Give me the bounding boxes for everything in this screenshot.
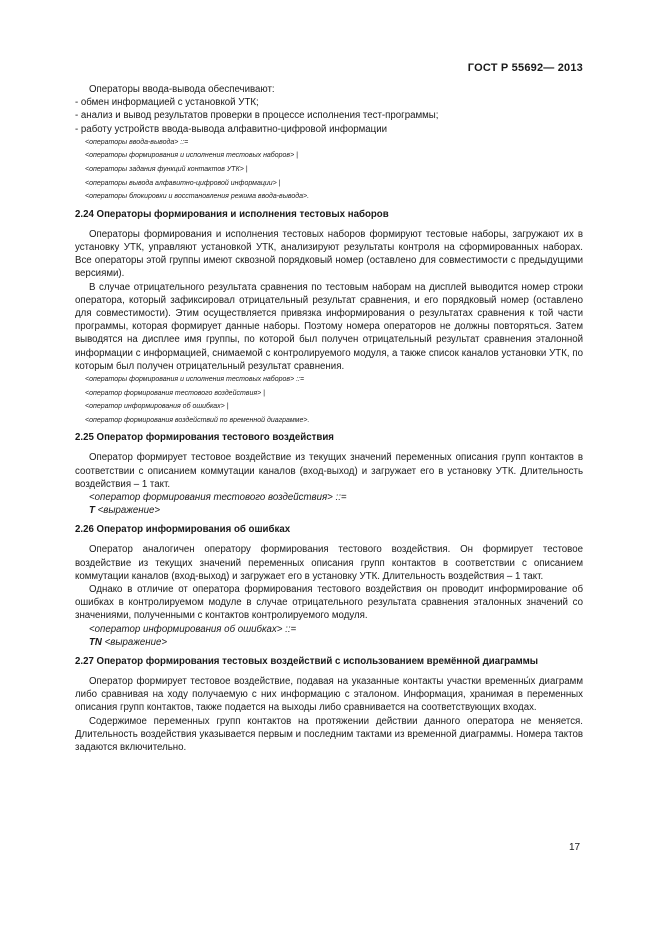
paragraph: Оператор аналогичен оператору формирования тестового воздействия. Он формирует тестовое воздействие из текущих значений переменных описания групп контактов в соответствии с описанием коммутации каналов (вход-выход) и загружает его в установку УТК. Длительность воздействия – 1 такт. bbox=[75, 544, 583, 582]
grammar-line: <оператор информирования об ошибках> | bbox=[85, 403, 229, 411]
grammar-line: <операторы вывода алфавитно-цифровой информации> | bbox=[85, 179, 281, 187]
paragraph: В случае отрицательного результата сравнения по тестовым наборам на дисплей выводится номер строки оператора, который зафиксировал отрицательный результат сравнения, и его порядковый номер (оставлено для совместимости). Этим осуществляется привязка информирования о результатах сравнения к той части программы, которая формирует данные наборы. Поэтому номера операторов не должны повторяться. Затем выводятся на дисплее имя группы, по которой был получен отрицательный результат сравнения эталонной информации с информацией, снимаемой с контролируемого модуля, а также список каналов установки УТК, по которым был получен отрицательный результат сравнения. bbox=[75, 281, 583, 372]
expression: <выражение> bbox=[101, 636, 168, 648]
expression: <выражение> bbox=[94, 505, 161, 517]
section-heading-2-25: 2.25 Оператор формирования тестового воздействия bbox=[75, 432, 334, 444]
grammar-line: <оператор формирования тестового воздействия> | bbox=[85, 389, 265, 397]
document-header: ГОСТ Р 55692— 2013 bbox=[467, 62, 583, 74]
grammar-line: <операторы блокировки и восстановления режима ввода-вывода>. bbox=[85, 193, 310, 201]
grammar-line: <оператор формирования воздействий по временной диаграмме>. bbox=[85, 416, 310, 424]
intro-item: - работу устройств ввода-вывода алфавитно-цифровой информации bbox=[75, 123, 388, 135]
grammar-expression bbox=[75, 636, 583, 649]
grammar-line: <операторы задания функций контактов УТК> | bbox=[85, 166, 248, 173]
section-heading-2-24: 2.24 Операторы формирования и исполнения тестовых наборов bbox=[75, 208, 389, 220]
grammar-rule: <оператор формирования тестового воздействия> ::= bbox=[89, 492, 347, 503]
page-body bbox=[75, 83, 583, 754]
section-heading-2-27: 2.27 Оператор формирования тестовых воздействий с использованием времённой диаграммы bbox=[75, 656, 539, 668]
grammar-line: <операторы ввода-вывода> ::= bbox=[85, 138, 189, 146]
grammar-rule: <оператор информирования об ошибках> ::= bbox=[89, 623, 297, 635]
grammar-expression bbox=[75, 504, 583, 517]
intro-item: - обмен информацией с установкой УТК; bbox=[75, 97, 259, 109]
intro-item: - анализ и вывод результатов проверки в процессе исполнения тест-программы; bbox=[75, 110, 439, 122]
grammar-line: <операторы формирования и исполнения тестовых наборов> ::= bbox=[85, 376, 305, 384]
intro-lead: Операторы ввода-вывода обеспечивают: bbox=[89, 84, 275, 95]
grammar-line: <операторы формирования и исполнения тестовых наборов> | bbox=[85, 152, 298, 160]
paragraph: Операторы формирования и исполнения тестовых наборов формируют тестовые наборы, загружают их в установку УТК, управляют установкой УТК, анализируют результаты контроля на сформированных наборах. Все операторы этой группы имеют сквозной порядковый номер (оставлено для совместимости с предыдущими версиями). bbox=[75, 228, 583, 280]
paragraph: Содержимое переменных групп контактов на протяжении действии данного оператора не меняется. Длительность воздействия указывается первым и последним тактами из временной диаграммы. Номера тактов задаются включительно. bbox=[75, 715, 583, 754]
paragraph: Оператор формирует тестовое воздействие, подавая на указанные контакты участки временны́х диаграмм либо сравнивая на ходу получаемую с них информацию с эталоном. Информация, хранимая в переменных описания групп контактов, также подается на выходы либо сравнивается на соответствующих входах. bbox=[75, 676, 583, 714]
keyword: TN bbox=[89, 636, 102, 648]
page-number: 17 bbox=[569, 842, 581, 853]
paragraph: Оператор формирует тестовое воздействие из текущих значений переменных описания групп контактов в соответствии с описанием коммутации каналов (вход-выход) и загружает его в установку УТК. Длительность воздействия – 1 такт. bbox=[75, 452, 583, 490]
section-heading-2-26: 2.26 Оператор информирования об ошибках bbox=[75, 524, 291, 536]
paragraph: Однако в отличие от оператора формирования тестового воздействия он проводит информирование об ошибках в контролируемом модуле в случае отрицательного результата сравнения эталонных значений со значениями, полученными с контактов контролируемого модуля. bbox=[75, 584, 583, 622]
keyword: T bbox=[89, 505, 95, 517]
